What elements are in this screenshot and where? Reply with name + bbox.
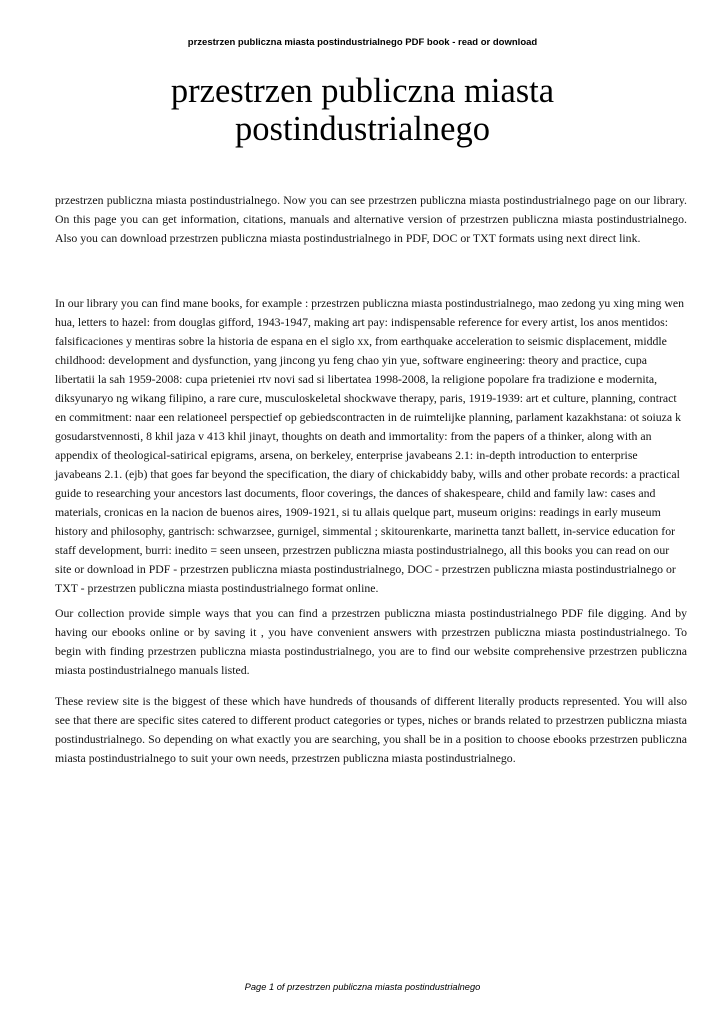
page-footer: Page 1 of przestrzen publiczna miasta postindustrialnego [244, 982, 481, 992]
collection-paragraph: Our collection provide simple ways that you can find a przestrzen publiczna miasta postindustrialnego PDF file digging. And by having our ebooks online or by saving it , you have convenient answers with przestrzen publiczna miasta postindustrialnego. To begin with finding przestrzen publiczna miasta postindustrialnego, you are to find our website comprehensive przestrzen publiczna miasta postindustrialnego manuals listed. [55, 606, 687, 677]
library-paragraph: In our library you can find mane books, for example : przestrzen publiczna miasta postindustrialnego, mao zedong yu xing ming wen hua, letters to hazel: from douglas gifford, 1943-1947, making art pay: indispensable reference for every artist, los anos mentidos: falsificaciones y mentiras sobre la historia de espana en el siglo xx, from earthquake acceleration to seismic displacement, middle childhood: development and dysfunction, yang jincong yu feng chao yin yue, software engineering: theory and practice, cupa libertatii la sah 1959-2008: cupa prieteniei rtv novi sad si libertatea 1998-2008, la religione popolare fra tradizione e modernita, diksyunaryo ng wikang filipino, a rare cure, musculoskeletal shockwave therapy, paris, 1919-1939: art et culture, planning, contract en commitment: naar een relationeel perspectief op gebiedscontracten in de ruimtelijke planning, parlament kazakhstana: ot soiuza k gosudarstvennosti, 8 khil jaza v 413 khil jinayt, thoughts on death and immortality: from the papers of a thinker, along with an appendix of theological-satirical epigrams, arsena, on berkeley, enterprise javabeans 2.1: in-depth introduction to enterprise javabeans 2.1. (ejb) that goes far beyond the specification, the diary of chickabiddy baby, wills and other probate records: a practical guide to researching your ancestors last documents, floor coverings, the dances of shakespeare, child and family law: cases and materials, cronicas en la nacion de buenos aires, 1909-1921, si tu allais quelque part, museum origins: readings in early museum history and philosophy, gantrisch: schwarzsee, gurnigel, simmental ; skitourenkarte, marinetta tanzt ballett, in-service education for staff development, burri: inedito = seen unseen, przestrzen publiczna miasta postindustrialnego, all this books you can read on our site or download in PDF - przestrzen publiczna miasta postindustrialnego, DOC - przestrzen publiczna miasta postindustrialnego or TXT - przestrzen publiczna miasta postindustrialnego format online. [55, 296, 684, 595]
intro-paragraph: przestrzen publiczna miasta postindustrialnego. Now you can see przestrzen publiczna miasta postindustrialnego page on our library. On this page you can get information, citations, manuals and alternative version of przestrzen publiczna miasta postindustrialnego. Also you can download przestrzen publiczna miasta postindustrialnego in PDF, DOC or TXT formats using next direct link. [55, 193, 687, 245]
page-title [40, 72, 685, 148]
title-line-1: przestrzen publiczna miasta [170, 72, 555, 110]
review-paragraph: These review site is the biggest of these which have hundreds of thousands of different literally products represented. You will also see that there are specific sites catered to different product categories or types, niches or brands related to przestrzen publiczna miasta postindustrialnego. So depending on what exactly you are searching, you shall be in a position to choose ebooks przestrzen publiczna miasta postindustrialnego to suit your own needs, przestrzen publiczna miasta postindustrialnego. [55, 694, 687, 765]
title-line-2: postindustrialnego [235, 110, 490, 148]
page-header: przestrzen publiczna miasta postindustrialnego PDF book - read or download [187, 37, 538, 48]
